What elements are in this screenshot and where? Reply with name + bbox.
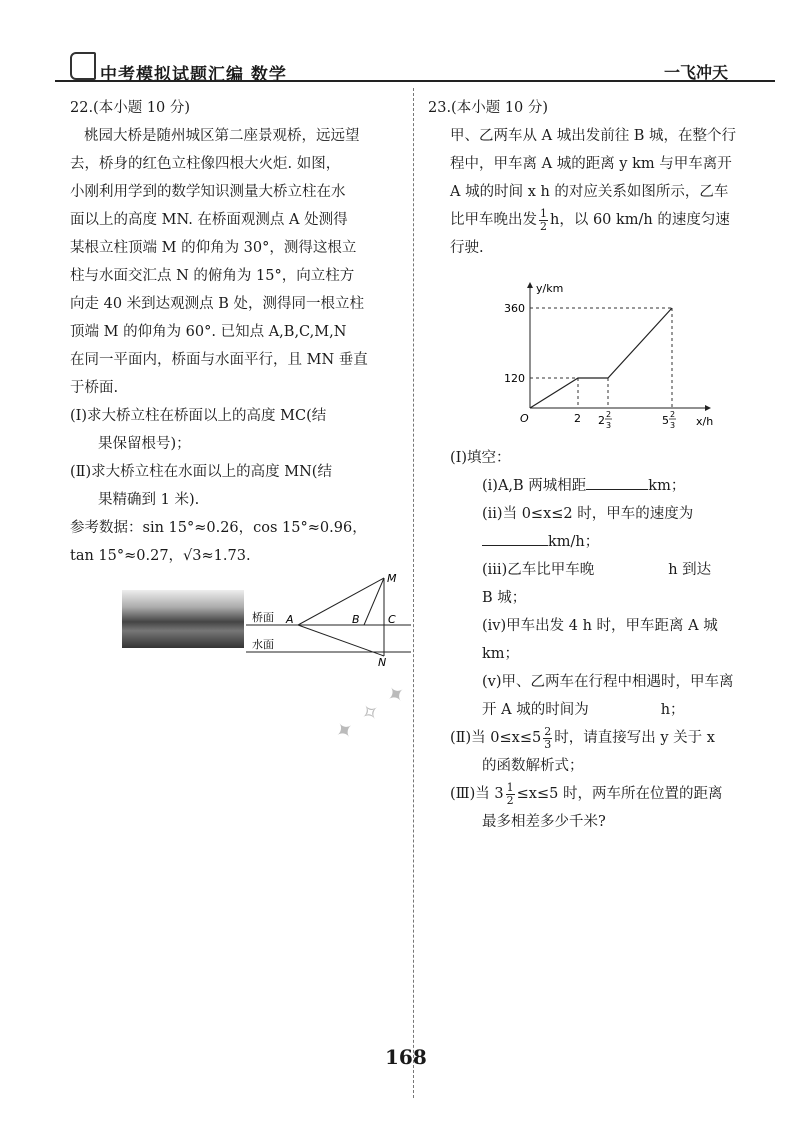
page-number: 168: [385, 1045, 427, 1069]
x-tick-223-num: 2: [606, 410, 612, 419]
q22-line-9: 在同一平面内，桥面与水面平行，且 MN 垂直: [70, 352, 368, 368]
q23-part2-line2: 的函数解析式；: [482, 758, 584, 774]
q22-line-2: 去，桥身的红色立柱像四根大火炬. 如图，: [70, 156, 341, 172]
q23-item-v: (ⅴ)甲、乙两车在行程中相遇时，甲车离: [482, 674, 734, 690]
q23-item-ii: (ⅱ)当 0≤x≤2 时，甲车的速度为: [482, 506, 694, 522]
x-tick-523-num: 2: [670, 410, 676, 419]
label-bridge: 桥面: [252, 611, 274, 624]
q23-distance-time-graph: [500, 280, 720, 440]
line-AN: [298, 625, 384, 656]
x-tick-223-den: 3: [606, 421, 612, 430]
q23-line-3: A 城的时间 x h 的对应关系如图所示，乙车: [450, 184, 729, 200]
q22-reference-line2: tan 15°≈0.27，√3≈1.73.: [70, 548, 251, 564]
header-rule: [55, 80, 775, 82]
q23-item-v-text: 开 A 城的时间为: [482, 702, 589, 718]
q22-part1-line2: 果保留根号)；: [98, 436, 191, 452]
q23-item-iii-line2: B 城；: [482, 590, 527, 606]
q23-line-2: 程中，甲车离 A 城的距离 y km 与甲车离开: [450, 156, 732, 172]
q23-part2-post: 时，请直接写出 y 关于 x: [554, 730, 715, 746]
q22-reference-line1: 参考数据：sin 15°≈0.26，cos 15°≈0.96，: [70, 520, 367, 536]
q23-number: 23.(本小题 10 分): [428, 100, 549, 116]
q23-item-ii-line2: [450, 528, 780, 556]
car-jia-path: [530, 308, 672, 408]
q23-line4-post: h，以 60 km/h 的速度匀速: [550, 212, 730, 228]
q23-item-i-unit: km；: [648, 478, 686, 494]
origin-label: O: [520, 412, 529, 425]
q23-item-v-line2: [450, 696, 780, 724]
question-23: [428, 94, 773, 262]
q22-part2-line2: 果精确到 1 米).: [98, 492, 200, 508]
label-point-N: N: [378, 656, 387, 669]
q22-line-8: 顶端 M 的仰角为 60°. 已知点 A,B,C,M,N: [70, 324, 347, 340]
q22-line-3: 小刚利用学到的数学知识测量大桥立柱在水: [70, 184, 346, 200]
q22-part2-line1: (Ⅱ)求大桥立柱在水面以上的高度 MN(结: [70, 464, 332, 480]
q23-item-iii-text: (ⅲ)乙车比甲车晚: [482, 562, 595, 578]
q22-geometry-figure: [246, 570, 416, 670]
x-axis-arrow-icon: [705, 405, 711, 411]
q23-part3-pre: (Ⅲ)当 3: [450, 786, 504, 802]
q23-part2-fraction: $\frac{2}{3}$: [544, 724, 552, 751]
q23-item-i: [450, 472, 780, 500]
bridge-photo: [122, 590, 244, 648]
q23-line-4: [428, 206, 773, 234]
q22-line-10: 于桥面.: [70, 380, 119, 396]
header-title: 中考模拟试题汇编 数学: [100, 65, 287, 85]
x-tick-523-den: 3: [670, 421, 676, 430]
q22-number: 22.(本小题 10 分): [70, 100, 191, 116]
q23-item-iii: [450, 556, 780, 584]
q23-item-v-unit: h；: [660, 702, 685, 718]
header-brand: 一飞冲天: [664, 63, 729, 82]
q23-item-ii-unit: km/h；: [548, 534, 600, 550]
answer-blank-v[interactable]: [589, 699, 661, 714]
answer-blank-iii[interactable]: [594, 559, 668, 574]
answer-blank-ii[interactable]: [482, 531, 548, 546]
label-point-M: M: [387, 572, 397, 585]
line-AM: [298, 578, 384, 625]
q23-part3-line2: 最多相差多少千米?: [482, 814, 606, 830]
q23-part3: [450, 780, 780, 808]
q23-parts: [450, 444, 780, 836]
q22-line-7: 向走 40 米到达观测点 B 处，测得同一根立柱: [70, 296, 365, 312]
label-point-B: B: [352, 613, 360, 626]
q23-line4-fraction: $\frac{1}{2}$: [540, 206, 547, 233]
x-axis-label: x/h: [696, 415, 714, 428]
q23-part3-fraction: $\frac{1}{2}$: [506, 780, 514, 807]
q23-item-i-text: (ⅰ)A,B 两城相距: [482, 478, 587, 494]
x-tick-523-whole: 5: [662, 414, 669, 427]
line-BM: [364, 578, 384, 625]
q22-line-4: 面以上的高度 MN. 在桥面观测点 A 处测得: [70, 212, 348, 228]
answer-blank-i[interactable]: [586, 475, 648, 490]
y-tick-360: 360: [504, 302, 525, 315]
y-axis-label: y/km: [536, 282, 564, 295]
q23-part2: [450, 724, 780, 752]
label-point-A: A: [286, 613, 294, 626]
y-axis-arrow-icon: [527, 282, 533, 288]
label-point-C: C: [388, 613, 396, 626]
q23-item-iv-line2: km；: [482, 646, 520, 662]
q23-item-iv: (ⅳ)甲车出发 4 h 时，甲车距离 A 城: [482, 618, 718, 634]
q23-line-1: 甲、乙两车从 A 城出发前往 B 城，在整个行: [450, 128, 737, 144]
q23-line-5: 行驶.: [450, 240, 484, 256]
q23-item-iii-post: h 到达: [668, 562, 712, 578]
x-tick-2: 2: [574, 412, 581, 425]
q23-part1-title: (Ⅰ)填空：: [450, 450, 511, 466]
label-water: 水面: [252, 638, 274, 651]
q22-line-5: 某根立柱顶端 M 的仰角为 30°，测得这根立: [70, 240, 357, 256]
x-tick-223-whole: 2: [598, 414, 605, 427]
q23-line4-pre: 比甲车晚出发: [450, 212, 537, 228]
watermark-stamp-icon: ✦ ✧ ✦: [330, 678, 414, 747]
header-logo-icon: [70, 52, 96, 80]
y-tick-120: 120: [504, 372, 525, 385]
q22-line-6: 柱与水面交汇点 N 的俯角为 15°，向立柱方: [70, 268, 355, 284]
question-22: [70, 94, 405, 570]
q23-part2-pre: (Ⅱ)当 0≤x≤5: [450, 730, 542, 746]
q22-line-1: 桃园大桥是随州城区第二座景观桥，远远望: [84, 128, 360, 144]
q22-part1-line1: (Ⅰ)求大桥立柱在桥面以上的高度 MC(结: [70, 408, 327, 424]
q23-part3-post: ≤x≤5 时，两车所在位置的距离: [516, 786, 723, 802]
